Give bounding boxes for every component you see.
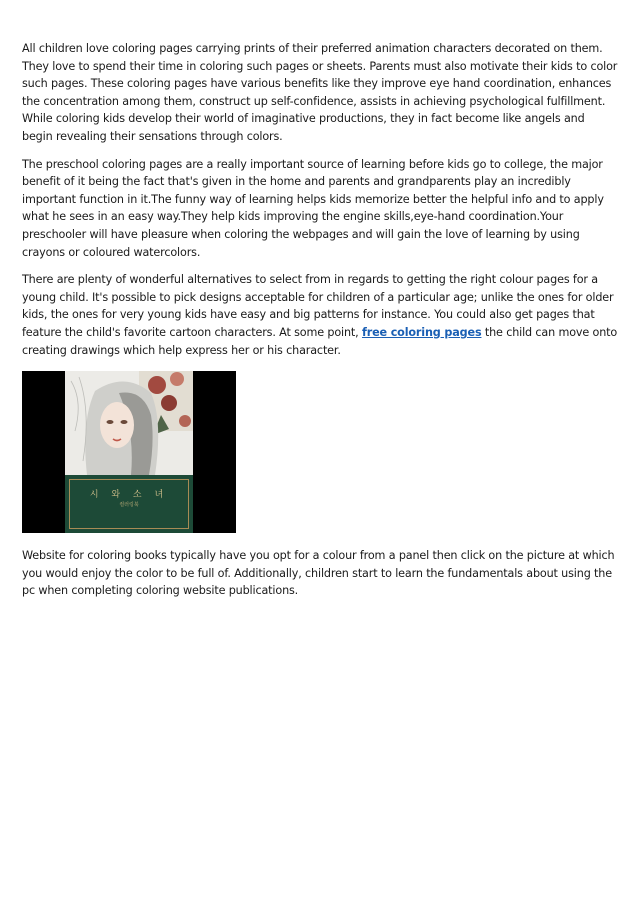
paragraph-text: There are plenty of wonderful alternatives to select from in regards to getting the right colour pages for a young child. It's possible to pick designs acceptable for children of a particular age; unlike the ones for older kids, the ones for very young kids have easy and big patterns for instance. You could also get pages that feature the child's favorite cartoon characters. At some point, bbox=[22, 273, 614, 339]
paragraph-websites: Website for coloring books typically have you opt for a colour from a panel then click on the picture at which you would enjoy the color to be full of. Additionally, children start to learn the fundamentals about using the pc when completing coloring website publications. bbox=[22, 549, 615, 598]
paragraph-preschool: The preschool coloring pages are a really important source of learning before kids go to college, the major benefit of it being the fact that's given in the home and parents and grandparents play an incredibly important function in it.The funny way of learning helps kids memorize better the helpful info and to apply what he sees in an easy way.They help kids improving the engine skills,eye-hand coordination.Your preschooler will have pleasure when coloring the webpages and will gain the love of learning by using crayons or coloured watercolors. bbox=[22, 157, 604, 259]
cover-subtitle: 컬러링북 bbox=[119, 502, 139, 509]
document-page bbox=[22, 40, 618, 610]
book-cover bbox=[65, 371, 193, 533]
paragraph-text: the child can move onto creating drawings which help express her or his character. bbox=[22, 325, 618, 357]
cover-title-panel bbox=[65, 475, 193, 533]
cover-illustration bbox=[65, 371, 193, 475]
coloring-book-image bbox=[22, 371, 236, 533]
cover-title: 시 와 소 녀 bbox=[89, 490, 169, 501]
paragraph-intro: All children love coloring pages carrying prints of their preferred animation characters decorated on them. They love to spend their time in coloring such pages or sheets. Parents must also motivate their kids to color such pages. These coloring pages have various benefits like they improve eye hand coordination, enhances the concentration among them, construct up self-confidence, assists in achieving psychological fulfillment. While coloring kids develop their world of imaginative productions, they in fact become like angels and begin revealing their sensations through colors. bbox=[22, 42, 618, 143]
free-coloring-pages-link[interactable]: free coloring pages bbox=[361, 325, 482, 339]
paragraph-alternatives bbox=[22, 271, 618, 359]
